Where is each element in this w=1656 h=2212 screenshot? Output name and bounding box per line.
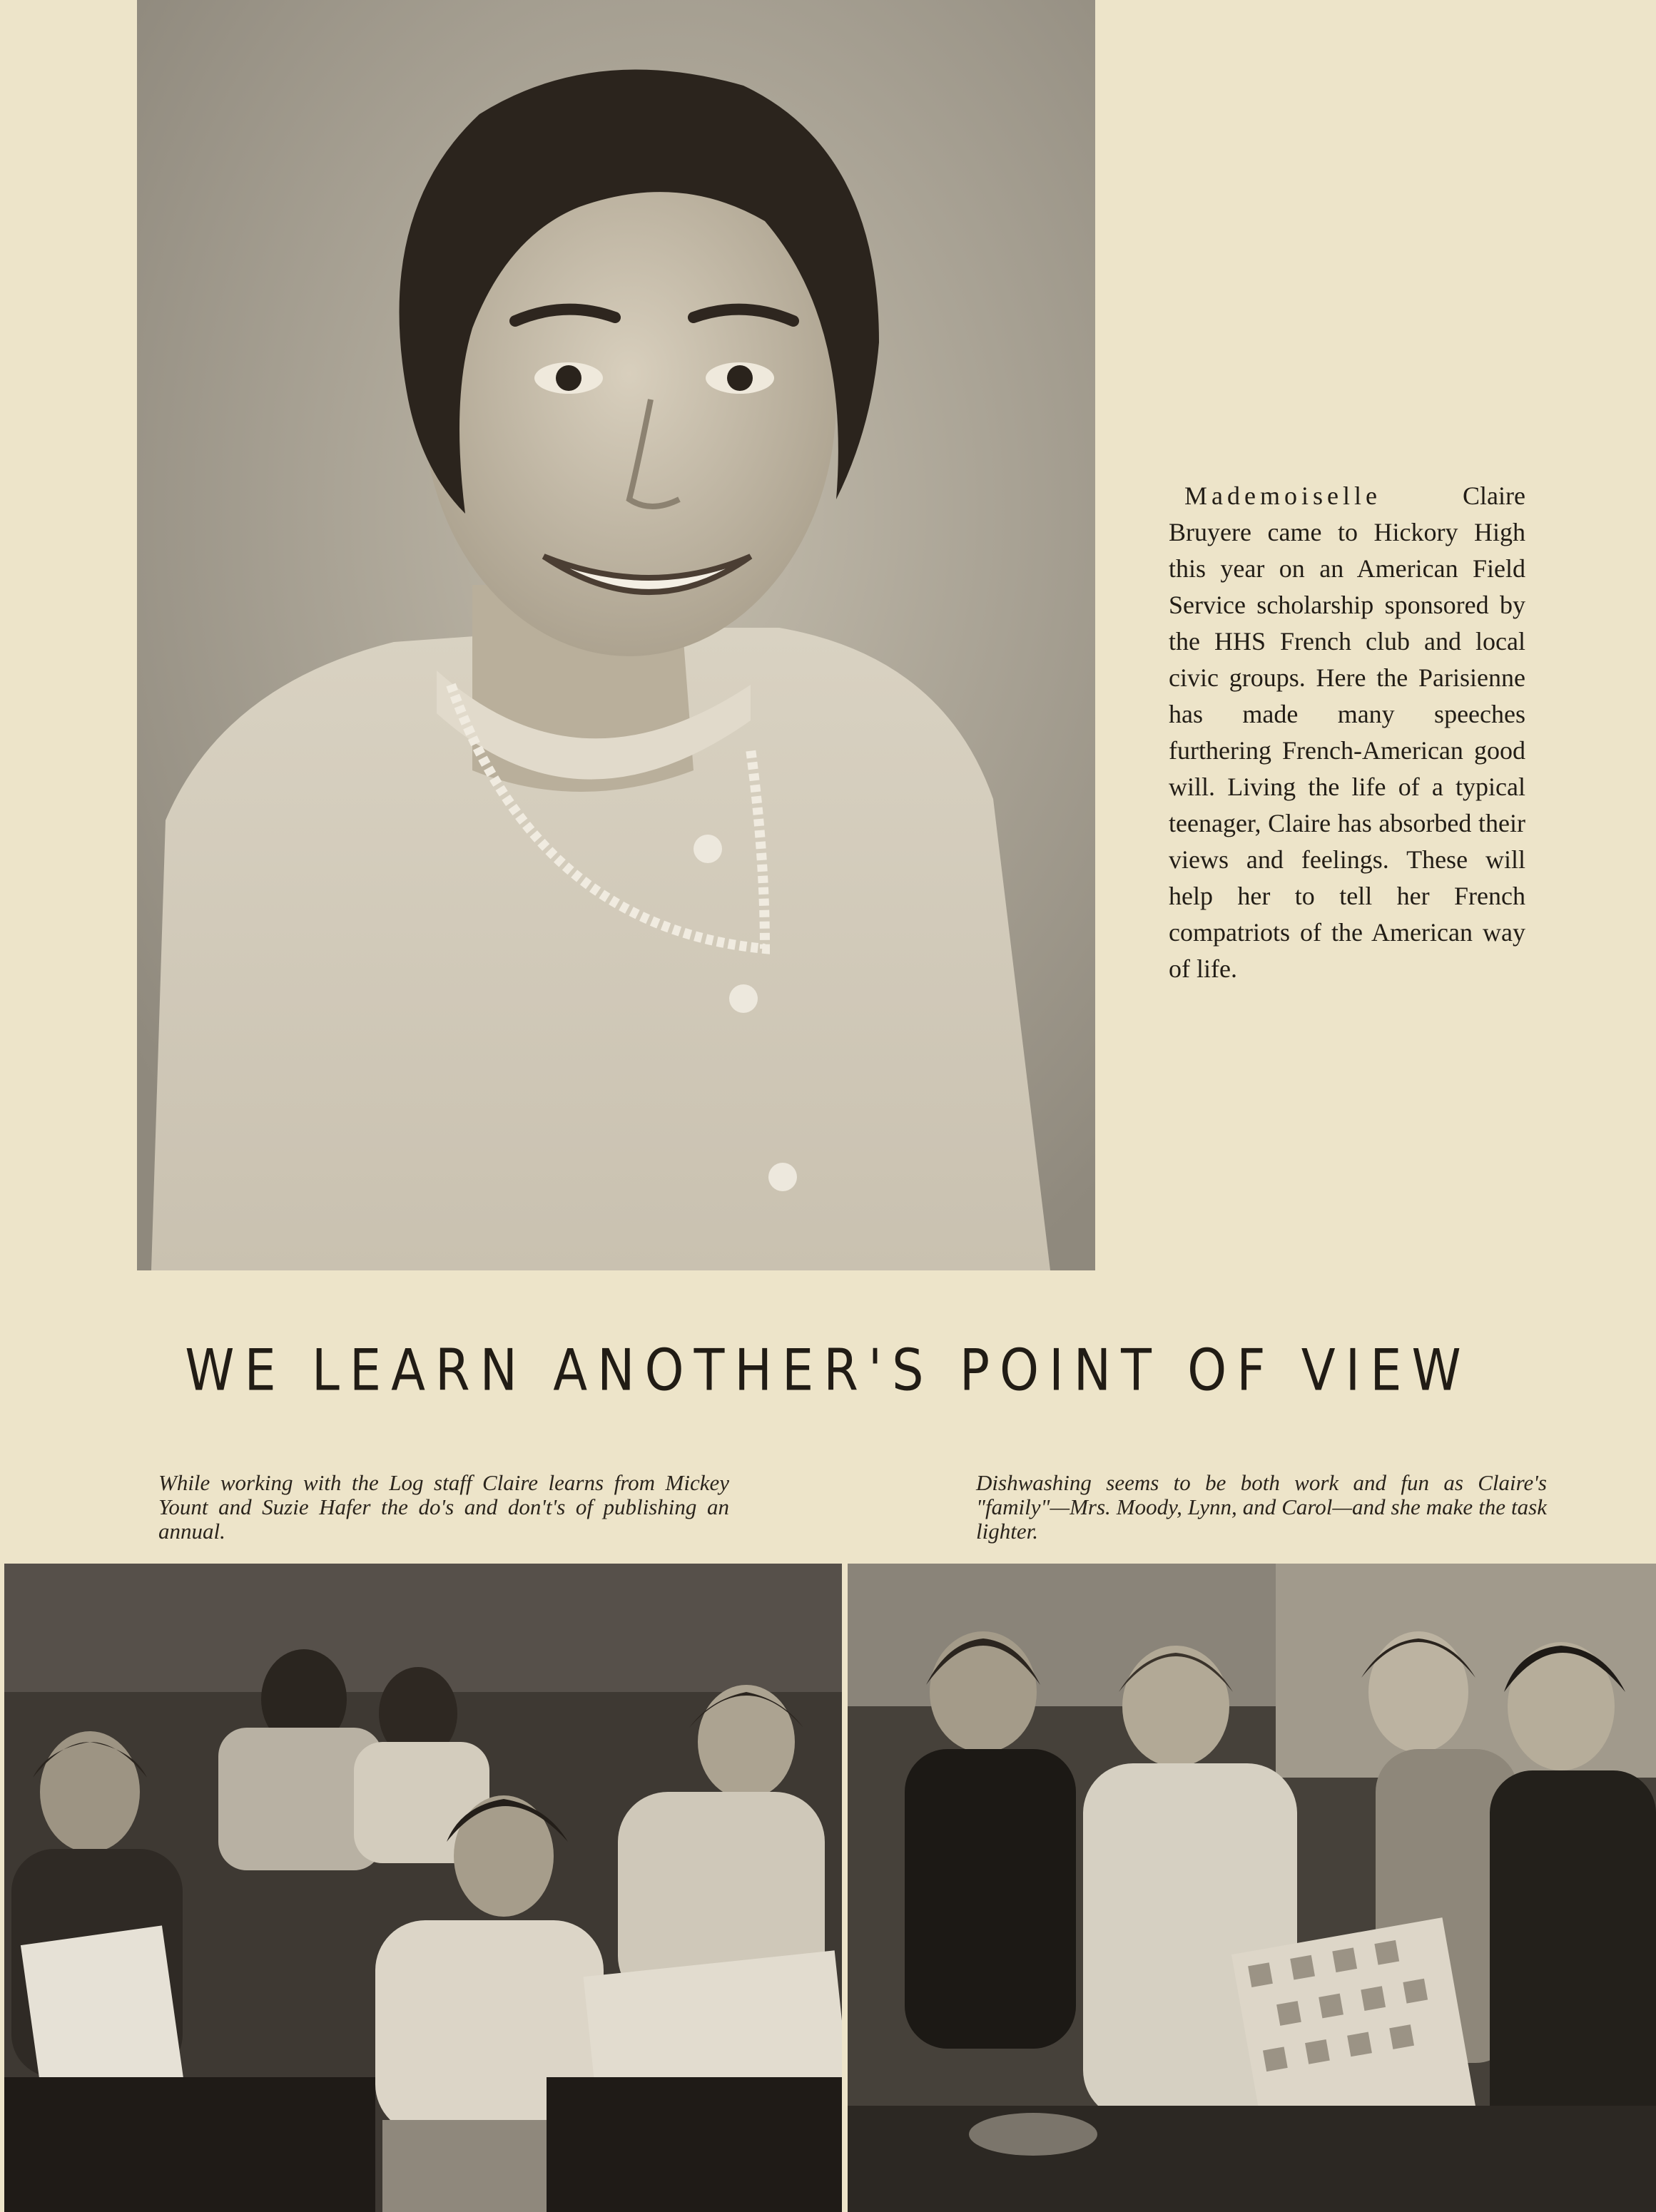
portrait-photo	[137, 0, 1095, 1270]
intro-first-word: Mademoiselle	[1184, 481, 1381, 510]
caption-left: While working with the Log staff Claire learns from Mickey Yount and Suzie Hafer the do's and don't's of publishing an annual.	[158, 1470, 729, 1544]
intro-body-text: Claire Bruyere came to Hickory High this year on an American Field Service scholarship sponsored by the HHS French club and local civic groups. Here the Parisienne has made many speeches furthering French-American good will. Living the life of a typical teenager, Claire has absorbed their views and feelings. These will help her to tell her French compatriots of the American way of life.	[1169, 481, 1525, 983]
log-staff-illustration	[4, 1564, 842, 2212]
page-headline: WE LEARN ANOTHER'S POINT OF VIEW	[185, 1336, 1471, 1405]
intro-paragraph	[1169, 478, 1525, 987]
caption-right: Dishwashing seems to be both work and fun as Claire's "family"—Mrs. Moody, Lynn, and Carol—and she make the task lighter.	[976, 1470, 1547, 1544]
portrait-illustration	[137, 0, 1095, 1270]
log-staff-photo	[4, 1564, 842, 2212]
dishwashing-illustration	[848, 1564, 1656, 2212]
dishwashing-photo	[848, 1564, 1656, 2212]
